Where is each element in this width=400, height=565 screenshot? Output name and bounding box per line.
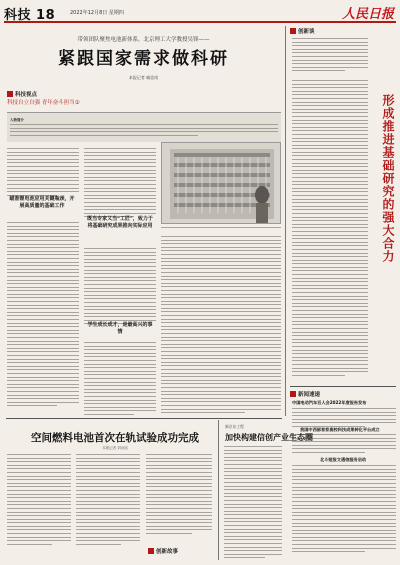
- bottom-divider: [6, 418, 282, 419]
- section-label: 科技 18: [4, 8, 56, 23]
- series-kicker: 科技自立自强 青年奋斗担当②: [7, 100, 80, 106]
- battery-lab-image: [162, 143, 281, 224]
- tag-square-icon: [290, 391, 296, 397]
- side-headline: 加快构建信创产业生态圈: [225, 432, 313, 442]
- tag-square-icon: [290, 28, 296, 34]
- brief-head-1: 中国电动汽车百人会2022年度报告发布: [292, 400, 367, 405]
- brief-body-3: [292, 465, 396, 555]
- commentary-body: [292, 80, 368, 378]
- subhead-1: 瞄准锂电池应用关键瓶颈，开展高质量的基础工作: [9, 196, 75, 209]
- profile-box: [7, 112, 281, 142]
- main-kicker: 带领团队聚焦电池新体系，北京理工大学教授吴锋——: [77, 37, 210, 43]
- bottom-column-1: [7, 454, 71, 547]
- article-column-2: [84, 148, 156, 220]
- profile-text: [10, 124, 278, 138]
- subhead-3: 学生成长成才，是最高兴的事情: [87, 322, 153, 335]
- article-column-2c: [84, 342, 156, 417]
- innovation-story-tag: [148, 547, 178, 555]
- news-brief-tag: [290, 390, 320, 398]
- newspaper-logo: 人民日报: [341, 7, 394, 22]
- subhead-2: 既当专家又当“工匠”，致力于将基础研究成果推向实际应用: [87, 216, 153, 229]
- bottom-column-2: [76, 454, 140, 547]
- article-column-1: [7, 148, 79, 198]
- photo-caption: [161, 227, 281, 231]
- tag-square-icon: [7, 91, 13, 97]
- brief-head-2: 我国中西部首家高校科技成果转化平台成立: [300, 427, 380, 432]
- article-column-2b: [84, 248, 156, 327]
- bottom-headline: 空间燃料电池首次在轨试验成功完成: [31, 432, 199, 444]
- article-column-1b: [7, 222, 79, 409]
- profile-label: 人物简介: [10, 118, 24, 122]
- bottom-column-divider: [218, 420, 219, 560]
- bottom-column-3: [146, 454, 212, 537]
- brief-head-3: 北斗短报文通信服务启动: [320, 457, 367, 462]
- tag-square-icon: [148, 548, 154, 554]
- article-column-3: [161, 236, 281, 416]
- issue-date: 2022年12月8日 星期四: [70, 10, 124, 16]
- lab-photo: [161, 142, 281, 224]
- innovation-story-label: 创新故事: [156, 549, 179, 555]
- commentary-tag-label: 创新谈: [298, 29, 315, 35]
- main-headline: 紧跟国家需求做科研: [58, 49, 229, 69]
- commentary-tag: [290, 27, 315, 35]
- masthead: [4, 3, 396, 23]
- side-kicker: 新京东工程: [225, 424, 244, 429]
- section-tag-label: 科技视点: [15, 92, 38, 98]
- bottom-byline: 本报记者 刘诗瑶: [102, 446, 128, 450]
- side-column-1: [224, 446, 282, 561]
- commentary-intro: [292, 38, 368, 74]
- section-tag: [7, 90, 37, 98]
- right-divider: [290, 386, 396, 387]
- commentary-title: 形成推进基础研究的强大合力: [381, 93, 395, 263]
- main-byline: 本报记者 喻思南: [128, 75, 159, 80]
- column-divider: [285, 26, 286, 416]
- news-brief-tag-label: 新闻速递: [298, 392, 321, 398]
